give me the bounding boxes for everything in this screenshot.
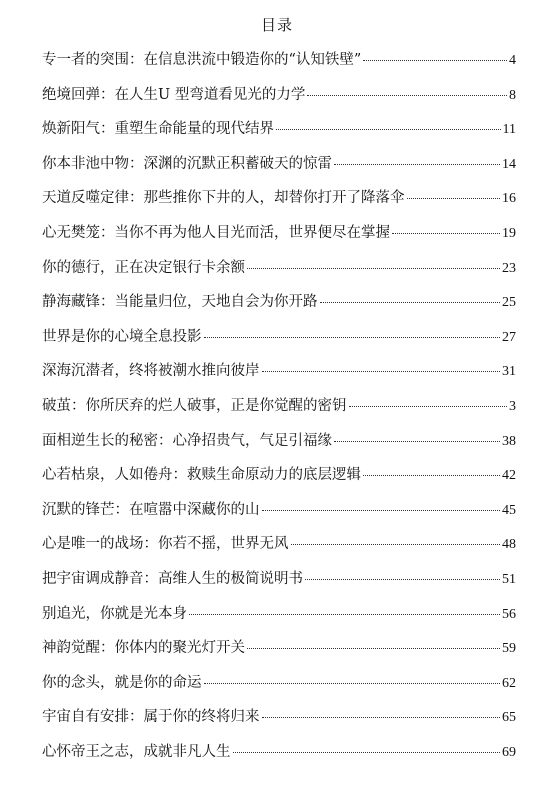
toc-dot-leader: [276, 129, 501, 130]
toc-entry[interactable]: [42, 500, 516, 535]
toc-dot-leader: [334, 441, 500, 442]
toc-page-number: 31: [502, 364, 516, 380]
toc-dot-leader: [363, 60, 507, 61]
toc-entry[interactable]: [42, 742, 516, 777]
toc-dot-leader: [247, 648, 500, 649]
toc-page-number: 59: [502, 641, 516, 657]
toc-page-number: 19: [502, 225, 516, 241]
toc-entry[interactable]: [42, 534, 516, 569]
toc-entry[interactable]: [42, 361, 516, 396]
toc-page-number: 16: [502, 191, 516, 207]
toc-dot-leader: [307, 95, 507, 96]
toc-entry-title: 你本非池中物：深渊的沉默正积蓄破天的惊雷: [42, 155, 332, 172]
toc-page-number: 23: [502, 260, 516, 276]
toc-entry[interactable]: [42, 50, 516, 85]
toc-dot-leader: [392, 233, 500, 234]
toc-page-number: 8: [509, 87, 516, 103]
toc-dot-leader: [320, 302, 501, 303]
toc-dot-leader: [305, 579, 500, 580]
toc-entry-title: 沉默的锋芒：在喧嚣中深藏你的山: [42, 501, 260, 518]
toc-list: [42, 50, 516, 776]
toc-page-number: 4: [509, 53, 516, 68]
toc-dot-leader: [247, 268, 500, 269]
toc-entry-title: 焕新阳气：重塑生命能量的现代结界: [42, 121, 274, 138]
toc-entry-title: 深海沉潜者，终将被潮水推向彼岸: [42, 363, 260, 380]
toc-page-number: 48: [502, 537, 516, 553]
toc-entry[interactable]: [42, 638, 516, 673]
toc-entry[interactable]: [42, 604, 516, 639]
toc-entry[interactable]: [42, 223, 516, 258]
toc-entry[interactable]: [42, 396, 516, 431]
toc-page-number: 3: [509, 398, 516, 414]
toc-dot-leader: [262, 371, 501, 372]
toc-page-number: 25: [502, 295, 516, 311]
toc-entry-title: 心是唯一的战场：你若不摇，世界无风: [42, 536, 289, 553]
toc-entry[interactable]: [42, 707, 516, 742]
toc-entry[interactable]: [42, 327, 516, 362]
toc-entry-title: 心怀帝王之志，成就非凡人生: [42, 743, 231, 760]
toc-entry-title: 破茧：你所厌弃的烂人破事，正是你觉醒的密钥: [42, 397, 347, 414]
toc-entry-title: 心无樊笼：当你不再为他人目光而活，世界便尽在掌握: [42, 224, 390, 241]
toc-heading: 目录: [260, 16, 293, 34]
toc-page-number: 45: [502, 502, 516, 518]
toc-dot-leader: [262, 510, 501, 511]
toc-entry[interactable]: [42, 119, 516, 154]
toc-entry-title: 你的念头，就是你的命运: [42, 674, 202, 691]
toc-page-number: 65: [502, 710, 516, 726]
toc-page-number: 51: [502, 571, 516, 587]
toc-entry[interactable]: [42, 188, 516, 223]
toc-page-number: 27: [502, 329, 516, 345]
toc-dot-leader: [189, 614, 500, 615]
toc-dot-leader: [407, 198, 501, 199]
toc-entry[interactable]: [42, 465, 516, 500]
toc-dot-leader: [262, 717, 501, 718]
toc-entry[interactable]: [42, 154, 516, 189]
toc-entry-title: 静海藏锋：当能量归位，天地自会为你开路: [42, 294, 318, 311]
toc-entry-title: 世界是你的心境全息投影: [42, 328, 202, 345]
toc-dot-leader: [334, 164, 500, 165]
toc-dot-leader: [291, 544, 501, 545]
toc-dot-leader: [349, 406, 508, 407]
toc-page-number: 38: [502, 433, 516, 449]
toc-entry-title: 绝境回弹：在人生U 型弯道看见光的力学: [42, 86, 306, 103]
toc-dot-leader: [204, 337, 501, 338]
toc-entry-title: 你的德行，正在决定银行卡余额: [42, 259, 245, 276]
toc-entry[interactable]: [42, 569, 516, 604]
toc-entry-title: 神韵觉醒：你体内的聚光灯开关: [42, 640, 245, 657]
toc-page-number: 14: [502, 156, 516, 172]
toc-page-number: 69: [502, 744, 516, 760]
toc-entry-title: 把宇宙调成静音：高维人生的极简说明书: [42, 570, 303, 587]
toc-entry-title: 宇宙自有安排：属于你的终将归来: [42, 709, 260, 726]
toc-page-number: 62: [502, 675, 516, 691]
toc-page-number: 11: [502, 122, 516, 138]
toc-entry[interactable]: [42, 292, 516, 327]
toc-entry[interactable]: [42, 258, 516, 293]
toc-page-number: 56: [502, 606, 516, 622]
toc-entry[interactable]: [42, 673, 516, 708]
toc-page-number: 42: [502, 468, 516, 484]
toc-entry-title: 别追光，你就是光本身: [42, 605, 187, 622]
toc-dot-leader: [204, 683, 501, 684]
toc-entry-title: 专一者的突围：在信息洪流中锻造你的“认知铁壁”: [42, 52, 362, 68]
toc-entry-title: 心若枯泉，人如倦舟：救赎生命原动力的底层逻辑: [42, 467, 361, 484]
toc-entry[interactable]: [42, 85, 516, 120]
toc-entry-title: 天道反噬定律：那些推你下井的人，却替你打开了降落伞: [42, 190, 405, 207]
toc-entry-title: 面相逆生长的秘密：心净招贵气，气足引福缘: [42, 432, 332, 449]
toc-dot-leader: [233, 752, 501, 753]
toc-dot-leader: [363, 475, 500, 476]
toc-entry[interactable]: [42, 431, 516, 466]
